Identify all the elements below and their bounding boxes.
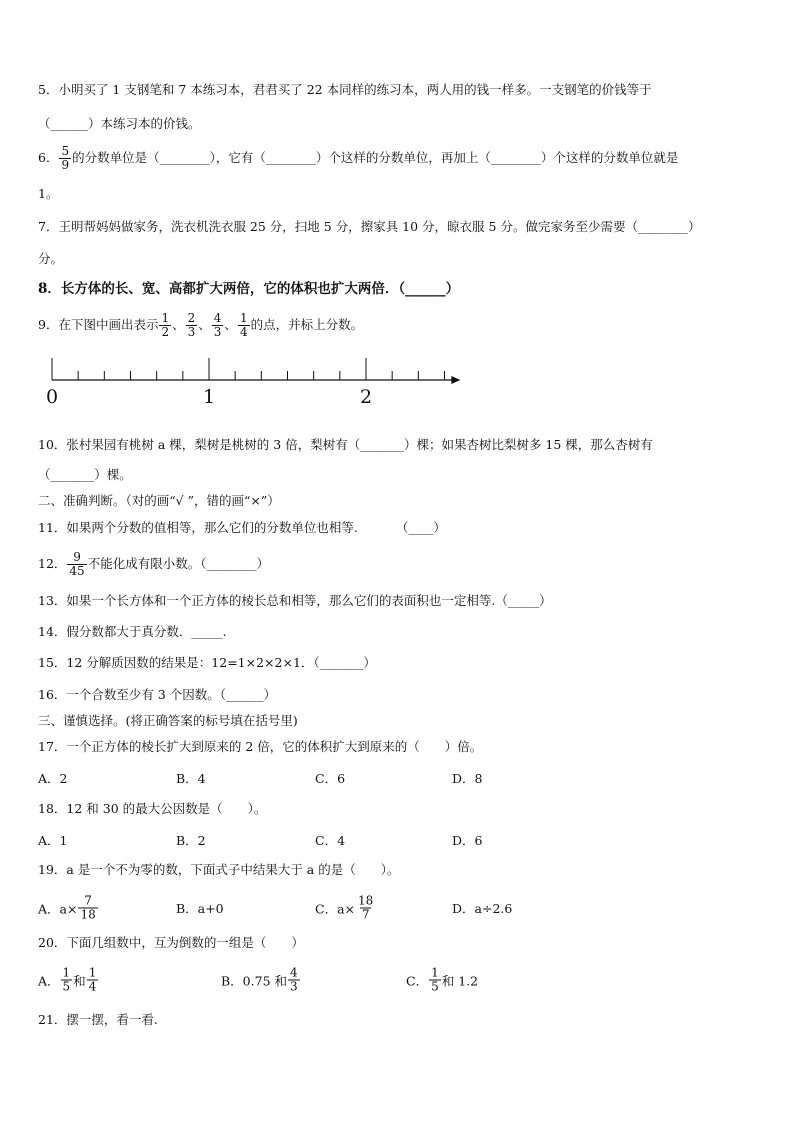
fraction-numerator: 9 <box>73 549 81 564</box>
fraction-denominator: 3 <box>187 324 196 339</box>
option-c[interactable]: C．4 <box>315 833 346 848</box>
question-10-line1: 10．张村果园有桃树 a 棵，梨树是桃树的 3 倍，梨树有（_______）棵；如果杏树比梨树多 15 棵，那么杏树有 <box>38 437 653 452</box>
question-19-options <box>38 888 778 928</box>
question-17-options <box>38 758 778 798</box>
fraction-2-3 <box>186 312 198 339</box>
question-9-prefix: 9．在下图中画出表示 <box>38 317 159 332</box>
option-b[interactable]: B．2 <box>176 833 206 848</box>
fraction-numerator: 18 <box>358 893 374 908</box>
separator: 、 <box>198 317 211 332</box>
fraction-4-3 <box>288 967 300 994</box>
option-b-prefix: B．0.75 和 <box>221 973 287 988</box>
fraction-numerator: 7 <box>84 893 92 908</box>
question-15: 15．12 分解质因数的结果是：12=1×2×2×1．（_______） <box>38 655 376 670</box>
number-line-ticks <box>52 358 445 380</box>
fraction-numerator: 1 <box>161 310 170 325</box>
question-6-text: 的分数单位是（________），它有（________）个这样的分数单位，再加上（________）个这样的分数单位就是 <box>72 150 679 165</box>
question-21: 21．摆一摆，看一看. <box>38 1012 158 1027</box>
fraction-numerator: 2 <box>187 310 196 325</box>
question-6-number: 6． <box>38 150 59 165</box>
question-6-line1 <box>38 143 678 173</box>
option-c-suffix: 和 1.2 <box>441 973 479 988</box>
option-a-connector: 和 <box>73 973 86 988</box>
question-19: 19．a 是一个不为零的数，下面式子中结果大于 a 的是（ ）。 <box>38 862 400 877</box>
option-d[interactable]: D．6 <box>452 833 483 848</box>
fraction-denominator: 5 <box>431 979 439 994</box>
question-8: 8．长方体的长、宽、高都扩大两倍，它的体积也扩大两倍．（______） <box>38 281 460 297</box>
section-3-title: 三、谨慎选择。(将正确答案的标号填在括号里) <box>38 713 298 728</box>
option-c-prefix: C． <box>406 973 429 988</box>
question-9-line <box>38 307 363 343</box>
option-b[interactable]: B．a+0 <box>176 901 224 916</box>
question-9-suffix: 的点，并标上分数。 <box>250 317 364 332</box>
option-a[interactable] <box>38 967 99 994</box>
separator: 、 <box>172 317 185 332</box>
question-7-line2: 分。 <box>38 251 64 266</box>
number-line-label: 2 <box>359 386 373 408</box>
question-11-blank: （____） <box>395 520 446 535</box>
fraction-denominator: 45 <box>69 563 85 578</box>
fraction-1-5 <box>429 967 441 994</box>
question-12-number: 12． <box>38 556 67 571</box>
question-20-options <box>38 960 778 1000</box>
fraction-1-4 <box>87 967 99 994</box>
question-11-text: 11．如果两个分数的值相等，那么它们的分数单位也相等. <box>38 520 358 535</box>
option-b[interactable] <box>221 967 301 994</box>
fraction-denominator: 18 <box>80 907 96 922</box>
fraction-5-9 <box>59 145 71 172</box>
fraction-numerator: 1 <box>62 965 71 980</box>
question-18: 18．12 和 30 的最大公因数是（ ）。 <box>38 801 267 816</box>
number-line-label: 1 <box>202 386 216 408</box>
question-5-line2: （______）本练习本的价钱。 <box>38 116 201 131</box>
question-20: 20．下面几组数中，互为倒数的一组是（ ） <box>38 935 304 950</box>
fraction-denominator: 2 <box>161 324 170 339</box>
fraction-1-2 <box>159 312 171 339</box>
option-a-prefix: A．a× <box>38 901 78 916</box>
option-a[interactable] <box>38 895 99 922</box>
fraction-7-18 <box>78 895 97 922</box>
section-2-title: 二、准确判断。（对的画“√ ”，错的画“×”） <box>38 493 280 508</box>
option-c[interactable] <box>315 895 376 922</box>
question-6-line2: 1。 <box>38 186 59 201</box>
option-d[interactable]: D．8 <box>452 771 483 786</box>
option-a-prefix: A． <box>38 973 60 988</box>
question-16: 16．一个合数至少有 3 个因数。（______） <box>38 687 277 702</box>
fraction-denominator: 3 <box>290 979 298 994</box>
option-a[interactable]: A．1 <box>38 833 68 848</box>
fraction-numerator: 1 <box>431 965 439 980</box>
fraction-denominator: 4 <box>88 979 97 994</box>
fraction-1-4 <box>238 312 250 339</box>
fraction-9-45 <box>67 551 86 578</box>
fraction-numerator: 4 <box>290 965 298 980</box>
fraction-numerator: 4 <box>213 310 222 325</box>
option-b[interactable]: B．4 <box>176 771 206 786</box>
option-c[interactable] <box>406 967 478 994</box>
option-c[interactable]: C．6 <box>315 771 346 786</box>
fraction-denominator: 9 <box>61 157 70 172</box>
question-12 <box>38 546 269 582</box>
question-7-line1: 7．王明帮妈妈做家务，洗衣机洗衣服 25 分，扫地 5 分，擦家具 10 分，晾衣服 5 分。做完家务至少需要（________） <box>38 219 701 234</box>
option-c-prefix: C．a× <box>315 901 355 916</box>
number-line <box>40 350 470 410</box>
fraction-4-3 <box>212 312 224 339</box>
number-line-labels <box>46 386 372 408</box>
fraction-1-5 <box>61 967 73 994</box>
option-a[interactable]: A．2 <box>38 771 68 786</box>
fraction-numerator: 5 <box>61 143 70 158</box>
question-10-line2: （_______）棵。 <box>38 467 132 482</box>
question-11 <box>38 520 446 536</box>
fraction-denominator: 7 <box>361 907 370 922</box>
question-13: 13．如果一个长方体和一个正方体的棱长总和相等，那么它们的表面积也一定相等.（_____） <box>38 593 552 608</box>
number-line-arrow-icon <box>451 376 460 384</box>
question-14: 14．假分数都大于真分数．_____. <box>38 624 227 639</box>
question-5-line1: 5．小明买了 1 支钢笔和 7 本练习本，君君买了 22 本同样的练习本，两人用的钱一样多。一支钢笔的价钱等于 <box>38 82 652 97</box>
fraction-numerator: 1 <box>239 310 248 325</box>
question-12-text: 不能化成有限小数。（________） <box>87 556 269 571</box>
question-17: 17．一个正方体的棱长扩大到原来的 2 倍，它的体积扩大到原来的（ ）倍。 <box>38 739 483 754</box>
separator: 、 <box>224 317 237 332</box>
fraction-denominator: 3 <box>213 324 222 339</box>
question-18-options <box>38 820 778 860</box>
number-line-label: 0 <box>45 386 59 408</box>
fraction-denominator: 4 <box>239 324 248 339</box>
fraction-18-7 <box>356 895 375 922</box>
fraction-numerator: 1 <box>88 965 97 980</box>
fraction-denominator: 5 <box>62 979 71 994</box>
option-d[interactable]: D．a÷2.6 <box>452 901 513 916</box>
